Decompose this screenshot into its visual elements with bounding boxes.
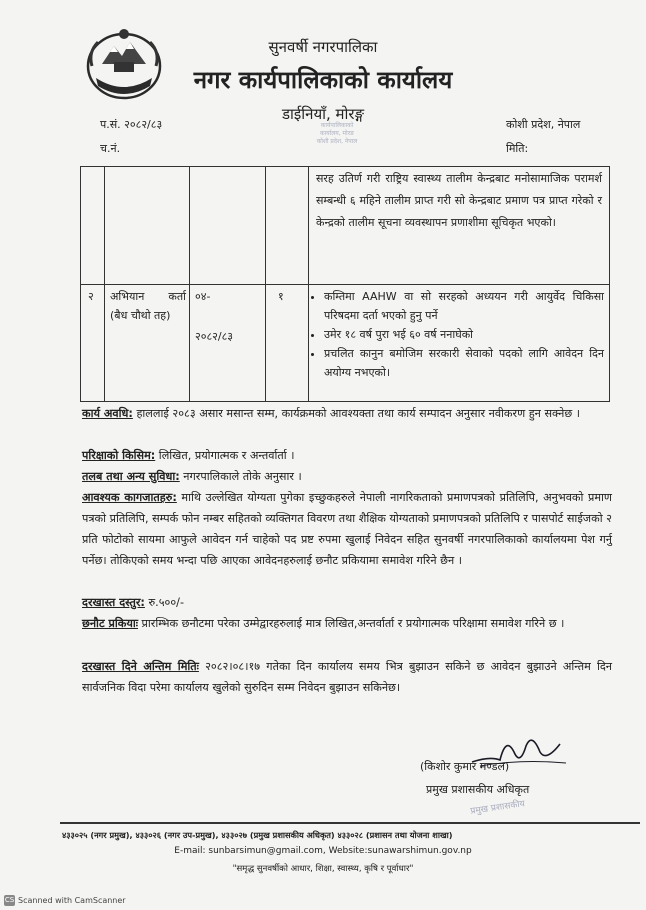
table-row-2-level-a: ०४- <box>195 290 211 303</box>
selection-process <box>82 613 612 634</box>
table-col-line <box>308 166 309 402</box>
table-col-line <box>189 166 190 402</box>
application-deadline <box>82 656 612 698</box>
table-col-line <box>80 166 81 402</box>
table-row-2-level-b: २०८२/८३ <box>195 330 234 343</box>
work-duration-label: कार्य अवधि: <box>82 407 133 420</box>
salary-label: तलब तथा अन्य सुविधा: <box>82 470 180 483</box>
municipality-name: सुनवर्षी नगरपालिका <box>268 38 378 56</box>
footer-phone-numbers: ४३३०२५ (नगर प्रमुख), ४३३०२६ (नगर उप-प्रमुख), ४३३०२७ (प्रमुख प्रशासकीय अधिकृत) ४३३०२८ (प्रशासन तथा योजना शाखा) <box>62 830 453 840</box>
signatory-title: प्रमुख प्रशासकीय अधिकृत <box>426 783 530 796</box>
footer-slogan: "समृद्ध सुनवर्षीको आधार, शिक्षा, स्वास्थ्य, कृषि र पूर्वाधार" <box>232 864 414 874</box>
requirement-item: • प्रचलित कानुन बमोजिम सरकारी सेवाको पदको लागि आवेदन दिन अयोग्य नभएको। <box>324 344 604 382</box>
stamp-line: कार्यपालिकाको <box>320 122 354 129</box>
requirement-item: • कम्तिमा AAHW वा सो सरहको अध्ययन गरी आयुर्वेद चिकिसा परिषदमा दर्ता भएको हुनु पर्ने <box>324 287 604 325</box>
selection-process-text: प्रारम्भिक छनौटमा परेका उम्मेद्वारहरुलाई मात्र लिखित,अन्तर्वार्ता र प्रयोगात्मक परिक्षामा समावेश गरिने छ । <box>137 617 565 630</box>
required-documents-label: आवश्यक कागजातहरु: <box>82 491 177 504</box>
scanner-watermark <box>4 895 126 906</box>
salary-text: नगरपालिकाले तोके अनुसार । <box>179 470 302 483</box>
table-row-2-sn: २ <box>88 290 94 303</box>
table-row-2-count: १ <box>278 290 284 303</box>
signatory-stamp: प्रमुख प्रशासकीय <box>469 799 526 817</box>
application-fee <box>82 592 612 613</box>
office-stamp <box>306 122 368 166</box>
table-row-1-requirement: सरह उतिर्ण गरी राष्ट्रिय स्वास्थ्य तालीम केन्द्रबाट मनोसामाजिक परामर्श सम्बन्धी ६ महिने तालीम प्राप्त गरी सो केन्द्रबाट प्रमाण पत्र प्राप्त गरेको र केन्द्रको तालीम सूचना व्यवस्थापन प्रणाशीमा सूचिकृत भएको। <box>316 172 602 229</box>
table-border-top <box>80 166 610 167</box>
reference-number: प.सं. २०८२/८३ <box>100 118 163 131</box>
requirement-item: • उमेर १८ वर्ष पुरा भई ६० वर्ष ननाघेको <box>324 325 604 344</box>
table-col-line <box>104 166 105 402</box>
required-documents <box>82 487 612 571</box>
office-location: डाईनियाँ, मोरङ्ग <box>281 105 365 123</box>
application-deadline-text: २०८२।०८।१७ गतेका दिन कार्यालय समय भित्र बुझाउन सकिने छ आवेदन बुझाउने अन्तिम दिन सार्वजनिक विदा परेमा कार्यालय खुलेको सुरुदिन सम्म निवेदन बुझाउन सकिनेछ। <box>82 660 613 694</box>
application-fee-text: रु.५००/- <box>144 596 184 609</box>
work-duration-text: हाललाई २०८३ असार मसान्त सम्म, कार्यक्रमको आवश्यक्ता तथा कार्य सम्पादन अनुसार नवीकरण हुन सक्नेछ । <box>132 407 580 420</box>
exam-type-label: परिक्षाको किसिम: <box>82 449 156 462</box>
stamp-line: कार्यालय, मोरङ <box>320 130 354 137</box>
footer-divider <box>60 822 640 824</box>
table-row-divider <box>80 284 610 285</box>
footer-contact: E-mail: sunbarsimun@gmail.com, Website:sunawarshimun.gov.np <box>174 846 472 856</box>
table-col-line <box>265 166 266 402</box>
application-deadline-label: दरखास्त दिने अन्तिम मितिः <box>82 660 199 673</box>
qualification-table <box>80 166 610 402</box>
signatory-name: (किशोर कुमार मण्डल) <box>420 760 510 773</box>
application-fee-label: दरखास्त दस्तुर: <box>82 596 145 609</box>
selection-process-label: छनौट प्रकियाः <box>82 617 138 630</box>
camscanner-icon: CS <box>4 896 15 904</box>
table-border-bottom <box>80 401 610 402</box>
table-row-2-requirements <box>312 287 604 382</box>
required-documents-text: माथि उल्लेखित योग्यता पुगेका इच्छुकहरुले नेपाली नागरिकताको प्रमाणपत्रको प्रतिलिपि, अनुभवको प्रमाण पत्रको प्रतिलिपि, सम्पर्क फोन नम्बर सहितको व्यक्तिगत विवरण तथा शैक्षिक योग्यताको प्रमाणपत्रको प्रतिलिपि र पासपोर्ट साईजको २ प्रति फोटोको सायमा आफुले आवेदन गर्न चाहेको पद प्रष्ट रुपमा खुलाई निवेदन सहित सुनवर्षी नगरपालिकाको कार्यालयमा पेश गर्नु पर्नेछ। तोकिएको समय भन्दा पछि आएका आवेदनहरुलाई छनौट प्रकियामा समावेश गरिने छैन । <box>82 491 612 567</box>
table-col-line <box>609 166 610 402</box>
office-title: नगर कार्यपालिकाको कार्यालय <box>193 66 453 94</box>
salary-info <box>82 466 612 487</box>
exam-type <box>82 445 612 466</box>
work-duration <box>82 403 612 424</box>
scanner-text: Scanned with CamScanner <box>18 896 126 905</box>
dispatch-number: च.नं. <box>100 142 121 155</box>
stamp-line: कोशी प्रदेश, नेपाल <box>316 138 358 145</box>
province-label: कोशी प्रदेश, नेपाल <box>506 118 581 131</box>
date-label: मिति: <box>506 142 529 155</box>
exam-type-text: लिखित, प्रयोगात्मक र अन्तर्वार्ता । <box>155 449 295 462</box>
table-row-2-post: अभियान कर्ता (बैध चौथो तह) <box>110 290 186 322</box>
